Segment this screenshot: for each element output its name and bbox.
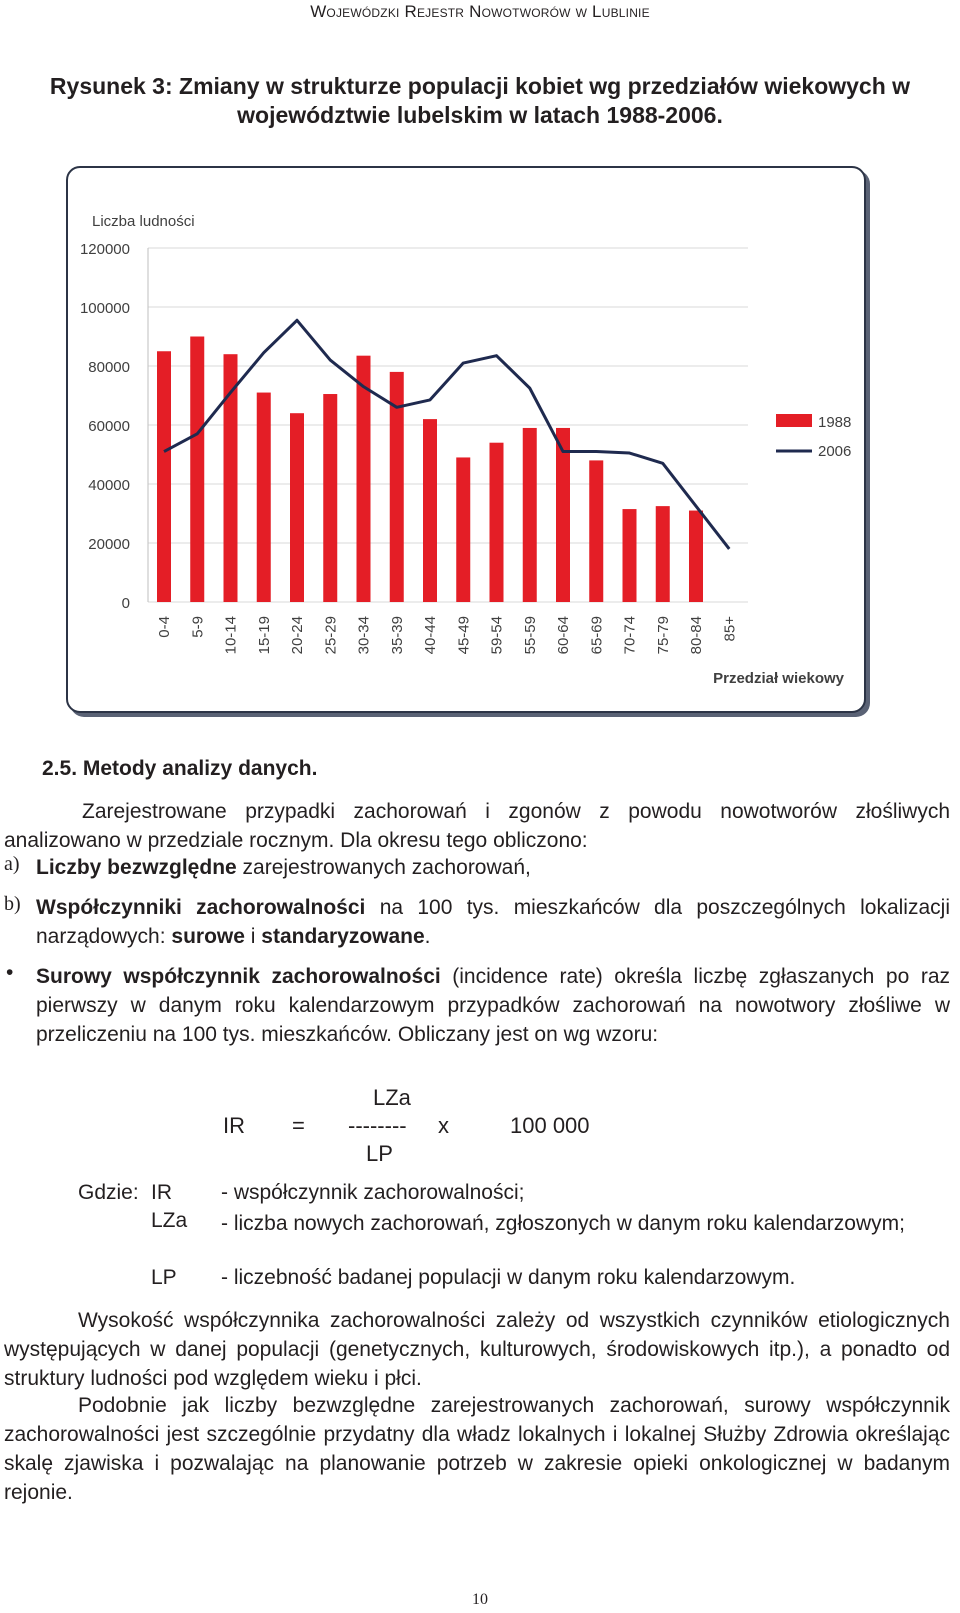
list-item-b-rest: na 100 tys. mieszkańców dla poszczególnych lokalizacji narządowych: <box>36 896 950 948</box>
bar-1988 <box>323 394 337 602</box>
y-tick-label: 40000 <box>88 477 130 494</box>
x-tick-label: 70-74 <box>621 616 639 655</box>
x-tick-label: 59-54 <box>488 616 506 655</box>
page-number: 10 <box>472 1591 488 1608</box>
where-lza-symbol: LZa <box>151 1209 188 1232</box>
y-tick-label: 0 <box>121 595 130 612</box>
x-tick-label: 25-29 <box>322 616 340 655</box>
population-chart <box>68 168 864 711</box>
bar-1988 <box>656 506 670 602</box>
bar-1988 <box>357 356 371 602</box>
list-item-b-and: i <box>244 925 262 948</box>
bullet-item-rest: (incidence rate) określa liczbę zgłaszanych po raz pierwszy w danym roku kalendarzowym przypadków zachorowań na nowotwory złośliwe w przeliczeniu na 100 tys. mieszkańców. Obliczany jest on wg wzoru: <box>36 965 951 1046</box>
list-item-b-text <box>36 893 950 951</box>
x-tick-label: 85+ <box>721 616 739 642</box>
legend-swatch-1988 <box>776 414 812 427</box>
where-lp-symbol: LP <box>151 1266 177 1289</box>
chart-frame <box>66 166 866 713</box>
x-tick-label: 5-9 <box>189 616 207 638</box>
running-header: Wojewódzki Rejestr Nowotworów w Lublinie <box>310 2 650 21</box>
term-rates: Współczynniki zachorowalności <box>36 896 366 919</box>
x-tick-label: 40-44 <box>422 616 439 655</box>
bar-1988 <box>290 413 304 602</box>
where-lp-definition: - liczebność badanej populacji w danym roku kalendarzowym. <box>221 1266 796 1289</box>
formula-equals: = <box>292 1113 305 1138</box>
y-tick-label: 120000 <box>79 241 130 258</box>
list-item-b <box>4 893 950 951</box>
list-item-a <box>4 853 950 882</box>
bar-1988 <box>589 460 603 602</box>
bar-1988 <box>689 511 703 602</box>
legend-label-1988: 1988 <box>818 414 852 431</box>
paragraph-rate-factors: Wysokość współczynnika zachorowalności zależy od wszystkich czynników etiologicznych występujących w danej populacji (genetycznych, kulturowych, środowiskowych itp.), a ponadto od struktury ludności pod względem wieku i płci. <box>4 1309 950 1390</box>
bullet-icon: • <box>6 961 14 984</box>
list-item-a-text <box>36 853 950 882</box>
bar-1988 <box>556 428 570 602</box>
x-tick-label: 45-49 <box>455 616 473 655</box>
bar-1988 <box>456 457 470 602</box>
bar-1988 <box>157 351 171 602</box>
list-item-b-end: . <box>424 925 431 948</box>
formula-lhs: IR <box>223 1113 245 1138</box>
bar-1988 <box>490 443 504 602</box>
y-tick-label: 20000 <box>88 536 130 553</box>
y-axis-title: Liczba ludności <box>92 213 195 230</box>
term-absolute-numbers: Liczby bezwzględne <box>36 856 237 879</box>
where-ir-symbol: IR <box>151 1181 172 1204</box>
intro-paragraph: Zarejestrowane przypadki zachorowań i zgonów z powodu nowotworów złośliwych analizowano w przedziale rocznym. Dla okresu tego obliczono: <box>4 800 950 852</box>
x-tick-label: 35-39 <box>388 616 406 655</box>
x-tick-label: 10-14 <box>222 616 240 655</box>
where-label: Gdzie: <box>78 1181 139 1204</box>
y-tick-label: 60000 <box>88 418 130 435</box>
term-crude: surowe <box>171 925 245 948</box>
x-tick-label: 30-34 <box>355 616 373 655</box>
bullet-item-text <box>36 962 950 1049</box>
list-item-a-rest: zarejestrowanych zachorowań, <box>236 856 531 879</box>
formula-fraction-bar: -------- <box>348 1113 407 1138</box>
term-crude-incidence-rate: Surowy współczynnik zachorowalności <box>36 965 441 988</box>
formula-denominator: LP <box>366 1141 393 1166</box>
formula-times: x <box>438 1113 449 1138</box>
list-marker-b: b) <box>4 893 21 915</box>
x-tick-label: 0-4 <box>156 616 173 638</box>
list-marker-a: a) <box>4 853 20 875</box>
legend-label-2006: 2006 <box>818 443 852 460</box>
bar-1988 <box>190 337 204 603</box>
x-axis-title: Przedział wiekowy <box>713 670 844 687</box>
x-tick-label: 55-59 <box>521 616 539 655</box>
bar-1988 <box>623 509 637 602</box>
x-tick-label: 20-24 <box>289 616 306 655</box>
line-2006 <box>164 320 729 549</box>
x-tick-label: 75-79 <box>654 616 672 655</box>
x-tick-label: 65-69 <box>588 616 606 655</box>
section-heading: 2.5. Metody analizy danych. <box>42 757 318 780</box>
x-tick-label: 15-19 <box>255 616 273 655</box>
bar-1988 <box>257 393 271 602</box>
formula-numerator: LZa <box>373 1085 411 1110</box>
x-tick-label: 80-84 <box>688 616 705 655</box>
x-tick-label: 60-64 <box>555 616 572 655</box>
bar-1988 <box>423 419 437 602</box>
formula-factor: 100 000 <box>510 1113 590 1138</box>
figure-title-line1: Rysunek 3: Zmiany w strukturze populacji kobiet wg przedziałów wiekowych w <box>49 73 911 99</box>
bullet-item-crude-rate <box>4 962 950 1078</box>
paragraph-rate-usefulness: Podobnie jak liczby bezwzględne zarejestrowanych zachorowań, surowy współczynnik zachorowalności jest szczególnie przydatny dla władz lokalnych i lokalnej Służby Zdrowia określając skalę zjawiska i pozwalając na planowanie potrzeb w zakresie opieki onkologicznej w badanym rejonie. <box>4 1394 950 1504</box>
where-ir-definition: - współczynnik zachorowalności; <box>221 1181 525 1204</box>
figure-title <box>0 72 960 130</box>
bar-1988 <box>523 428 537 602</box>
term-standardized: standaryzowane <box>261 925 425 948</box>
y-tick-label: 100000 <box>79 300 130 317</box>
y-tick-label: 80000 <box>88 359 130 376</box>
figure-title-line2: województwie lubelskim w latach 1988-2006. <box>237 102 723 128</box>
where-lza-definition: - liczba nowych zachorowań, zgłoszonych w danym roku kalendarzowym; <box>221 1212 905 1235</box>
